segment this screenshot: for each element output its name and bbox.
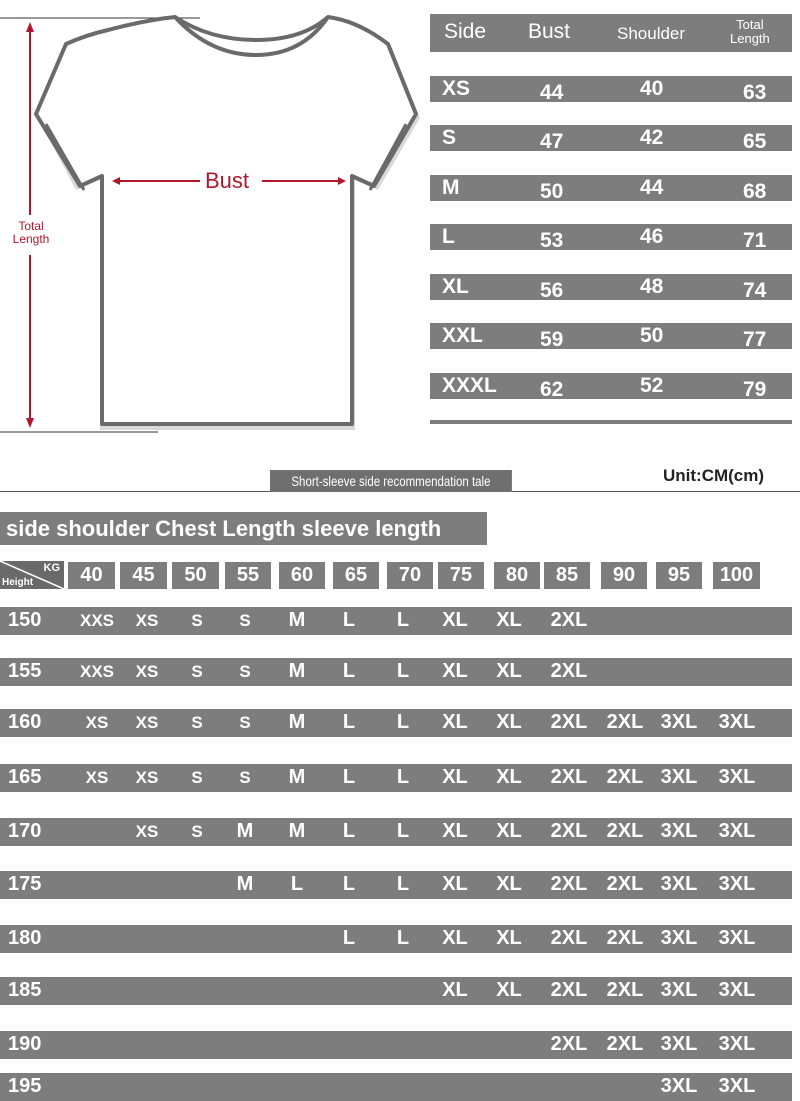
kg-label: KG — [43, 562, 60, 574]
shoulder-cell: 40 — [640, 77, 664, 100]
size-cell: XXXL — [442, 374, 497, 397]
bust-cell: 56 — [540, 279, 564, 302]
size-cell: 3XL — [718, 766, 756, 788]
header-shoulder: Shoulder — [617, 24, 686, 43]
recommendation-row — [0, 1073, 792, 1101]
recommendation-row — [0, 925, 792, 953]
size-cell: 2XL — [550, 1033, 588, 1055]
bust-cell: 62 — [540, 378, 564, 401]
size-cell: XL — [442, 766, 468, 788]
size-cell: M — [288, 766, 306, 788]
size-cell: 3XL — [660, 820, 698, 842]
size-cell: 2XL — [550, 820, 588, 842]
recommendation-row — [0, 709, 792, 737]
size-cell: XL — [442, 711, 468, 733]
size-cell: XL — [496, 766, 522, 788]
height-label: Height — [2, 577, 34, 588]
size-row — [430, 224, 792, 250]
size-cell: XL — [496, 873, 522, 895]
size-cell: XL — [442, 820, 468, 842]
height-weight-corner — [0, 561, 64, 589]
size-cell: XS — [135, 822, 159, 841]
size-cell: 3XL — [660, 1075, 698, 1097]
size-cell: 2XL — [606, 927, 644, 949]
size-cell: 3XL — [718, 820, 756, 842]
tshirt-outline-icon — [0, 0, 420, 440]
length-cell: 65 — [743, 130, 767, 153]
header-length: Length — [730, 31, 770, 46]
weight-header-cell: 60 — [279, 562, 325, 589]
size-cell: S — [191, 662, 203, 681]
weight-header-cell: 45 — [120, 562, 167, 589]
size-cell: 2XL — [550, 873, 588, 895]
size-cell: L — [396, 820, 410, 842]
size-cell: L — [396, 873, 410, 895]
bust-cell: 59 — [540, 328, 564, 351]
length-cell: 68 — [743, 180, 767, 203]
size-cell: 2XL — [550, 979, 588, 1001]
size-row — [430, 175, 792, 201]
height-cell: 165 — [8, 766, 42, 788]
shirt-diagram — [0, 0, 420, 440]
size-cell: M — [288, 711, 306, 733]
weight-header-cell: 80 — [494, 562, 540, 589]
size-cell: XL — [496, 660, 522, 682]
size-cell: S — [191, 768, 203, 787]
bust-cell: 44 — [540, 81, 564, 104]
height-cell: 150 — [8, 609, 42, 631]
size-cell: L — [342, 927, 356, 949]
recommendation-row — [0, 658, 792, 686]
size-cell: S — [191, 822, 203, 841]
size-cell: 3XL — [660, 979, 698, 1001]
height-cell: 160 — [8, 711, 42, 733]
size-cell: L — [396, 766, 410, 788]
length-cell: 77 — [743, 328, 767, 351]
height-cell: 195 — [8, 1075, 42, 1097]
unit-label: Unit:CM(cm) — [663, 466, 765, 485]
size-cell: XS — [85, 768, 109, 787]
size-row — [430, 125, 792, 151]
size-cell: XL — [442, 979, 468, 1001]
size-cell: 2XL — [550, 660, 588, 682]
size-cell: 2XL — [550, 766, 588, 788]
header-bust: Bust — [528, 20, 571, 43]
length-cell: 74 — [743, 279, 767, 302]
recommendation-row — [0, 1031, 792, 1059]
size-cell: 3XL — [718, 927, 756, 949]
size-cell: M — [236, 820, 254, 842]
bust-cell: 47 — [540, 130, 564, 153]
size-cell: 3XL — [660, 927, 698, 949]
size-cell: S — [191, 611, 203, 630]
size-cell: S — [239, 713, 251, 732]
measurement-hint: side shoulder Chest Length sleeve length — [0, 512, 487, 545]
recommendation-row — [0, 818, 792, 846]
height-cell: 155 — [8, 660, 42, 682]
size-chart-bottom-rule — [430, 420, 792, 424]
size-row — [430, 323, 792, 349]
shoulder-cell: 44 — [640, 176, 664, 199]
header-total: Total — [736, 17, 764, 32]
size-cell: L — [396, 711, 410, 733]
size-cell: 3XL — [718, 979, 756, 1001]
size-cell: XS — [135, 768, 159, 787]
size-cell: 2XL — [550, 927, 588, 949]
size-cell: L — [396, 927, 410, 949]
size-cell: 3XL — [660, 766, 698, 788]
weight-header-cell: 100 — [713, 562, 760, 589]
size-cell: XXS — [79, 662, 115, 681]
height-cell: 175 — [8, 873, 42, 895]
size-cell: XL — [442, 609, 468, 631]
size-cell: S — [191, 713, 203, 732]
length-cell: 63 — [743, 81, 767, 104]
size-row — [430, 274, 792, 300]
size-cell: M — [288, 660, 306, 682]
size-row — [430, 373, 792, 399]
height-cell: 180 — [8, 927, 42, 949]
size-cell: 2XL — [606, 711, 644, 733]
weight-header-cell: 55 — [225, 562, 271, 589]
size-cell: XS — [442, 77, 471, 100]
size-cell: 3XL — [660, 711, 698, 733]
size-cell: 3XL — [660, 873, 698, 895]
size-cell: XS — [135, 713, 159, 732]
size-cell: L — [342, 660, 356, 682]
size-cell: XL — [496, 927, 522, 949]
shoulder-cell: 48 — [640, 275, 664, 298]
size-cell: L — [342, 820, 356, 842]
weight-header-cell: 65 — [333, 562, 379, 589]
height-cell: 170 — [8, 820, 42, 842]
size-cell: M — [288, 609, 306, 631]
length-cell: 71 — [743, 229, 767, 252]
size-cell: XXS — [79, 611, 115, 630]
size-cell: XL — [442, 927, 468, 949]
size-cell: 2XL — [606, 820, 644, 842]
weight-header-cell: 95 — [656, 562, 702, 589]
size-cell: L — [342, 711, 356, 733]
size-cell: S — [442, 126, 457, 149]
size-cell: 3XL — [718, 711, 756, 733]
weight-header-cell: 70 — [387, 562, 433, 589]
size-cell: S — [239, 611, 251, 630]
height-cell: 185 — [8, 979, 42, 1001]
recommendation-row — [0, 764, 792, 792]
size-cell: M — [442, 176, 460, 199]
recommendation-title: Short-sleeve side recommendation tale — [270, 470, 512, 492]
bust-cell: 53 — [540, 229, 564, 252]
size-cell: S — [239, 662, 251, 681]
total-length-label — [6, 220, 56, 246]
shoulder-cell: 46 — [640, 225, 664, 248]
shoulder-cell: 50 — [640, 324, 664, 347]
size-cell: XL — [442, 660, 468, 682]
size-cell: XL — [496, 609, 522, 631]
recommendation-row — [0, 977, 792, 1005]
total-length-label-line2: Length — [12, 232, 50, 246]
size-cell: 2XL — [606, 766, 644, 788]
size-cell: L — [396, 660, 410, 682]
size-cell: L — [442, 225, 455, 248]
height-cell: 190 — [8, 1033, 42, 1055]
size-cell: L — [342, 873, 356, 895]
size-cell: 3XL — [718, 873, 756, 895]
bust-label: Bust — [205, 168, 250, 193]
size-cell: 2XL — [606, 1033, 644, 1055]
header-side: Side — [444, 20, 487, 43]
size-cell: XXL — [442, 324, 483, 347]
size-cell: XL — [496, 711, 522, 733]
size-cell: M — [236, 873, 254, 895]
weight-header-cell: 40 — [68, 562, 115, 589]
size-cell: L — [290, 873, 304, 895]
recommendation-row — [0, 871, 792, 899]
header-total-length — [730, 18, 770, 46]
size-cell: L — [342, 766, 356, 788]
size-cell: L — [396, 609, 410, 631]
shoulder-cell: 42 — [640, 126, 664, 149]
size-cell: 2XL — [550, 711, 588, 733]
size-cell: M — [288, 820, 306, 842]
size-cell: XL — [496, 820, 522, 842]
size-cell: XS — [135, 611, 159, 630]
size-cell: XS — [135, 662, 159, 681]
recommendation-row — [0, 607, 792, 635]
weight-header-cell: 85 — [544, 562, 590, 589]
size-cell: XL — [442, 873, 468, 895]
weight-header-cell: 75 — [438, 562, 484, 589]
size-cell: XL — [442, 275, 469, 298]
total-length-label-line1: Total — [18, 219, 44, 233]
size-chart-header — [430, 14, 792, 52]
size-cell: 3XL — [718, 1033, 756, 1055]
weight-header-cell: 50 — [172, 562, 219, 589]
size-cell: XS — [85, 713, 109, 732]
size-cell: 3XL — [660, 1033, 698, 1055]
size-cell: 3XL — [718, 1075, 756, 1097]
length-cell: 79 — [743, 378, 767, 401]
size-cell: 2XL — [550, 609, 588, 631]
size-cell: 2XL — [606, 873, 644, 895]
size-cell: L — [342, 609, 356, 631]
shoulder-cell: 52 — [640, 374, 664, 397]
size-cell: XL — [496, 979, 522, 1001]
size-cell: S — [239, 768, 251, 787]
size-row — [430, 76, 792, 102]
size-cell: 2XL — [606, 979, 644, 1001]
bust-cell: 50 — [540, 180, 564, 203]
weight-header-cell: 90 — [601, 562, 647, 589]
